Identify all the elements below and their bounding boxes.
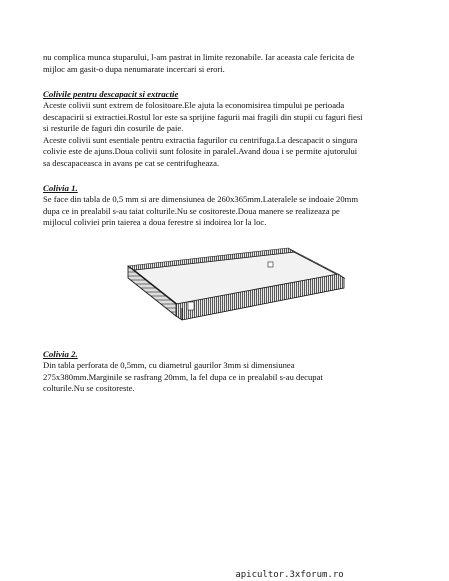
section1-paragraph — [43, 100, 428, 169]
text-line: sa descapaceasca in avans pe cat se centrifugheaza. — [43, 157, 220, 168]
text-line: dupa ce in prealabil s-au taiat colturile.Nu se cositoreste.Doua manere se realizeaza pe — [43, 205, 340, 216]
footer-watermark — [0, 569, 449, 581]
colivia1-paragraph — [43, 194, 428, 229]
colivia2-paragraph — [43, 360, 428, 395]
section-heading-colivia-1: Colivia 1. — [43, 183, 78, 193]
text-line: Din tabla perforata de 0,5mm, cu diametrul gaurilor 3mm si dimensiunea — [43, 360, 295, 370]
tray-illustration — [118, 242, 350, 332]
text-line: si resturile de faguri din cosurile de paie. — [43, 123, 184, 133]
text-line: Se face din tabla de 0,5 mm si are dimensiunea de 260x365mm.Lateralele se indoaie 20mm — [43, 194, 359, 204]
intro-paragraph — [43, 52, 428, 75]
text-line: descapacirii si extractiei.Rostul lor este sa sprijine fagurii mai fragili din stupii cu faguri fiesi — [43, 111, 363, 122]
watermark-text: apicultor.3xforum.ro — [235, 570, 344, 580]
text-line: 275x380mm.Marginile se rasfrang 20mm, la fel dupa ce in prealabil s-au decupat — [43, 371, 323, 382]
section-heading-colivia-2: Colivia 2. — [43, 349, 78, 359]
intro-line: nu complica munca stuparului, l-am pastrat in limite rezonabile. Iar aceasta cale fericita de — [43, 52, 355, 62]
text-line: colturile.Nu se cositoreste. — [43, 383, 135, 393]
text-line: mijlocul coliviei prin taierea a doua ferestre si indoirea lor la loc. — [43, 217, 267, 227]
text-line: colivie este de ajuns.Doua colivii sunt folosite in paralel.Avand doua i se permite ajutorului — [43, 146, 358, 156]
text-line: Aceste colivii sunt extrem de folositoare.Ele ajuta la economisirea timpului pe perioada — [43, 100, 345, 110]
section-heading-coliviile: Colivile pentru descapacit si extractie — [43, 89, 179, 99]
intro-line: mijloc am gasit-o dupa nenumarate incercari si erori. — [43, 63, 225, 74]
text-line: Aceste colivii sunt esentiale pentru extractia fagurilor cu centrifuga.La descapacit o singura — [43, 134, 358, 145]
